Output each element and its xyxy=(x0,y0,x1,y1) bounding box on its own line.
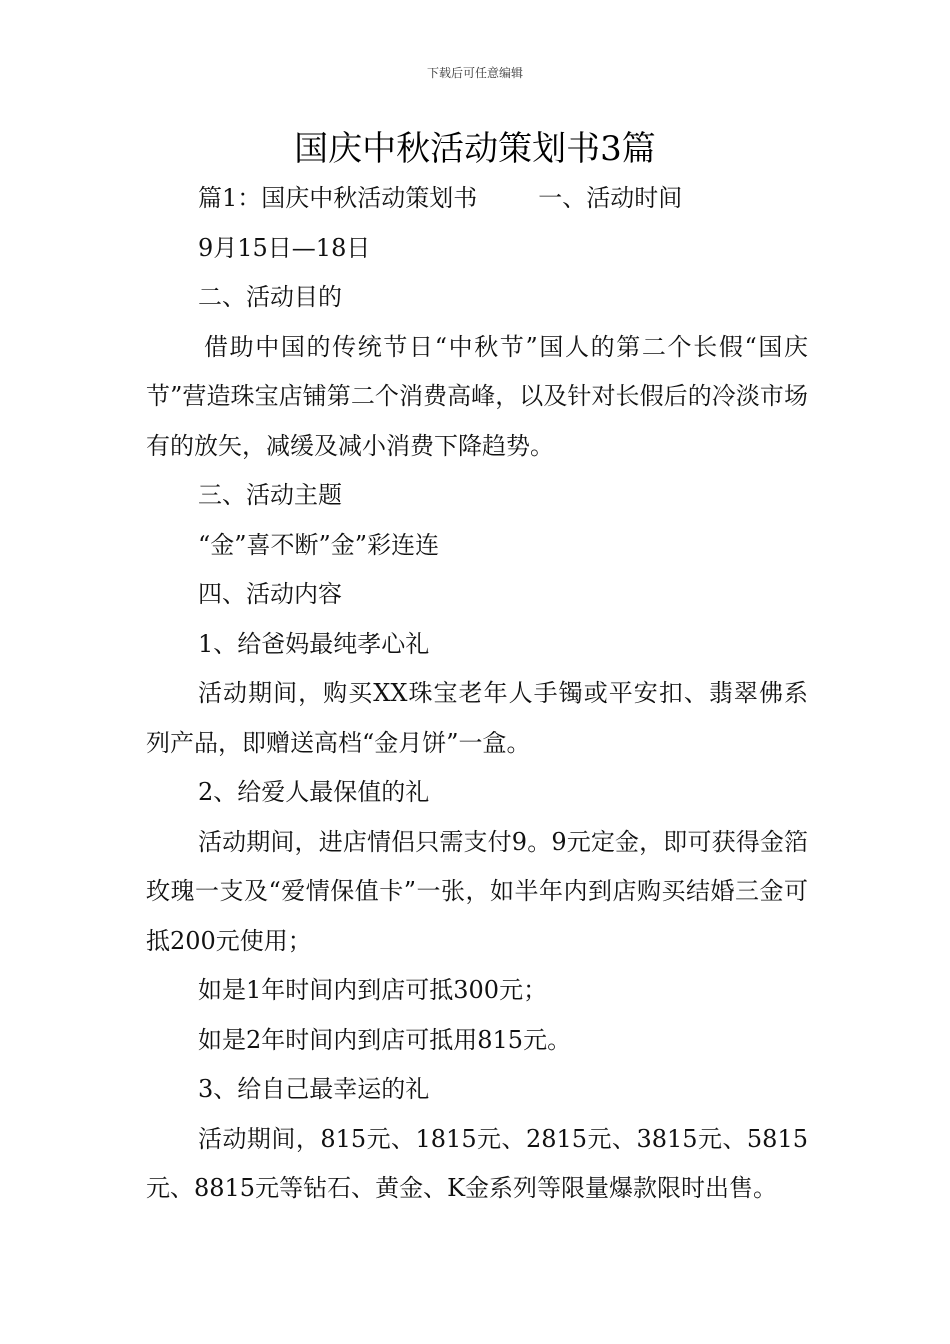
theme-slogan: “金”喜不断”金”彩连连 xyxy=(198,530,440,559)
item-heading-self-gift: 3、给自己最幸运的礼 xyxy=(198,1075,430,1103)
lover-gift-one-year: 如是1年时间内到店可抵300元； xyxy=(198,976,548,1004)
section-heading-content: 四、活动内容 xyxy=(198,580,342,608)
document-title: 国庆中秋活动策划书3篇 xyxy=(294,129,656,169)
page-header-note: 下载后可任意编辑 xyxy=(426,66,523,80)
purpose-paragraph: 借助中国的传统节日“中秋节”国人的第二个长假“国庆节”营造珠宝店铺第二个消费高峰，以及针对长假后的冷淡市场有的放矢，减缓及减小消费下降趋势。 xyxy=(146,332,808,460)
document-body xyxy=(146,174,808,1214)
item-heading-lover-gift: 2、给爱人最保值的礼 xyxy=(198,778,430,806)
section-heading-purpose: 二、活动目的 xyxy=(198,283,342,311)
parents-gift-paragraph: 活动期间，购买XX珠宝老年人手镯或平安扣、翡翠佛系列产品，即赠送高档“金月饼”一盒。 xyxy=(146,679,808,757)
activity-dates: 9月15日—18日 xyxy=(198,233,371,262)
section-heading-activity-time: 篇1：国庆中秋活动策划书 一、活动时间 xyxy=(198,184,683,212)
self-gift-paragraph: 活动期间，815元、1815元、2815元、3815元、5815元、8815元等钻石、黄金、K金系列等限量爆款限时出售。 xyxy=(146,1124,808,1202)
lover-gift-paragraph: 活动期间，进店情侣只需支付9。9元定金，即可获得金箔玫瑰一支及“爱情保值卡”一张，如半年内到店购买结婚三金可抵200元使用； xyxy=(146,827,808,955)
lover-gift-two-years: 如是2年时间内到店可抵用815元。 xyxy=(198,1025,572,1054)
item-heading-parents-gift: 1、给爸妈最纯孝心礼 xyxy=(198,629,430,658)
section-heading-theme: 三、活动主题 xyxy=(198,481,342,509)
